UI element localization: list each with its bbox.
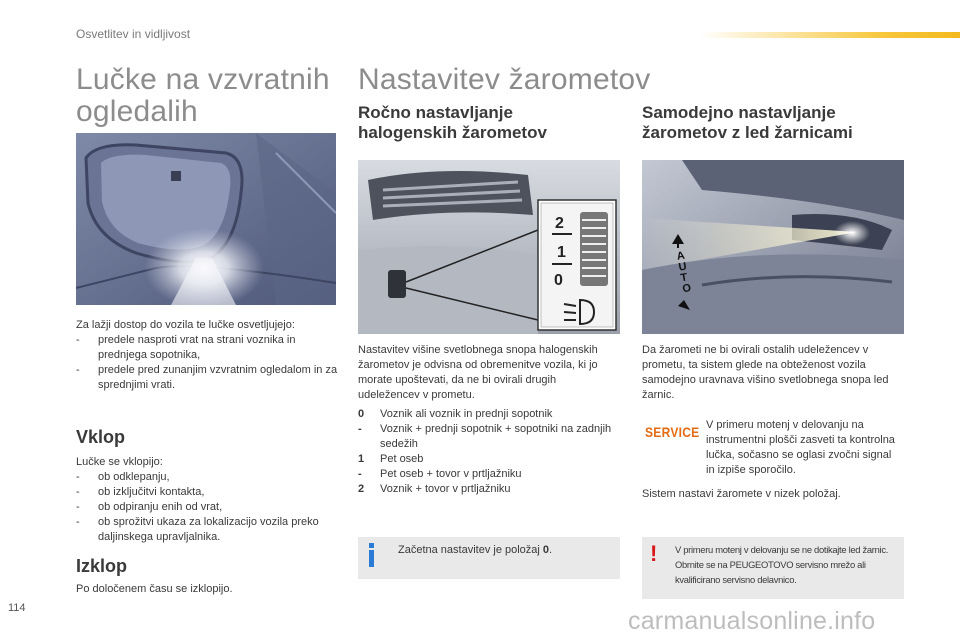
switch-off-text: Po določenem času se izklopijo. (76, 583, 233, 595)
list-item: - ob odpiranju enih od vrat, (76, 501, 223, 513)
warning-note-text: V primeru motenj v delovanju se ne dotikajte led žarnic. Obrnite se na PEUGEOTOVO servisno mrežo ali kvalificirano servisno delavnico. (675, 544, 889, 585)
manual-adjust-title-line1: Ročno nastavljanje (358, 103, 513, 122)
mirror-lights-title-line2: ogledalih (76, 95, 198, 128)
warning-note (642, 537, 904, 599)
mirror-light-illustration (76, 133, 336, 305)
mirror-lights-title (76, 64, 330, 128)
auto-adjust-title-line1: Samodejno nastavljanje (642, 103, 836, 122)
list-item: - Voznik + prednji sopotnik + sopotniki na zadnjih sedežih (358, 423, 612, 450)
auto-adjust-description: Da žarometi ne bi ovirali ostalih udeležencev v prometu, ta sistem glede na obteženost vozila samodejno uravnava višino svetlobnega snopa led žarnic. (642, 344, 889, 401)
page-number: 114 (8, 602, 26, 614)
switch-off-title: Izklop (76, 556, 128, 576)
list-item: 1 Pet oseb (358, 453, 424, 465)
dial-label-1: 1 (557, 244, 566, 261)
dial-label-0: 0 (554, 272, 563, 289)
manual-adjust-illustration (358, 160, 620, 334)
list-item: - predele pred zunanjim vzvratnim ogledalom in za sprednjimi vrati. (76, 364, 338, 391)
chapter-title: Osvetlitev in vidljivost (76, 27, 191, 41)
list-item: - predele nasproti vrat na strani voznika in prednjega sopotnika, (76, 334, 296, 361)
mirror-lights-intro-list (76, 333, 338, 393)
mirror-lights-intro: Za lažji dostop do vozila te lučke osvetljujejo: (76, 319, 295, 331)
list-item: 0 Voznik ali voznik in prednji sopotnik (358, 408, 553, 420)
list-item: - ob sprožitvi ukaza za lokalizacijo vozila preko daljinskega upravljalnika. (76, 516, 319, 543)
list-item: - ob odklepanju, (76, 471, 170, 483)
service-warning-text: V primeru motenj v delovanju na instrumentni plošči zasveti ta kontrolna lučka, sočasno se oglasi zvočni signal in izpiše sporočilo. (706, 419, 895, 476)
info-icon (366, 543, 378, 567)
manual-adjust-description: Nastavitev višine svetlobnega snopa halogenskih žarometov je odvisna od obremenitve vozila, ki jo morate upoštevati, da ne bi ovirali drugih udeležencev v prometu. (358, 344, 598, 401)
manual-adjust-title-line2: halogenskih žarometov (358, 123, 547, 142)
auto-adjust-result: Sistem nastavi žaromete v nizek položaj. (642, 488, 841, 500)
auto-label: AUTO (675, 249, 693, 296)
headlamp-adjust-title: Nastavitev žarometov (358, 63, 651, 96)
switch-on-title: Vklop (76, 427, 126, 447)
mirror-lights-title-line1: Lučke na vzvratnih (76, 63, 330, 96)
auto-adjust-title (642, 103, 853, 143)
auto-adjust-title-line2: žarometov z led žarnicami (642, 123, 853, 142)
load-positions-list (358, 407, 620, 497)
service-warning-icon: SERVICE (645, 424, 700, 440)
dial-label-2: 2 (555, 215, 564, 232)
info-note (358, 537, 620, 579)
list-item: - Pet oseb + tovor v prtljažniku (358, 468, 522, 480)
auto-adjust-illustration (642, 160, 904, 334)
header-accent-bar (700, 32, 960, 38)
watermark: carmanualsonline.info (628, 607, 876, 635)
switch-on-intro: Lučke se vklopijo: (76, 456, 163, 468)
info-note-text: Začetna nastavitev je položaj 0. (398, 544, 553, 556)
exclamation-icon: ! (650, 541, 658, 566)
manual-adjust-title (358, 103, 547, 143)
list-item: 2 Voznik + tovor v prtljažniku (358, 483, 511, 495)
switch-on-list (76, 470, 338, 545)
list-item: - ob izključitvi kontakta, (76, 486, 205, 498)
